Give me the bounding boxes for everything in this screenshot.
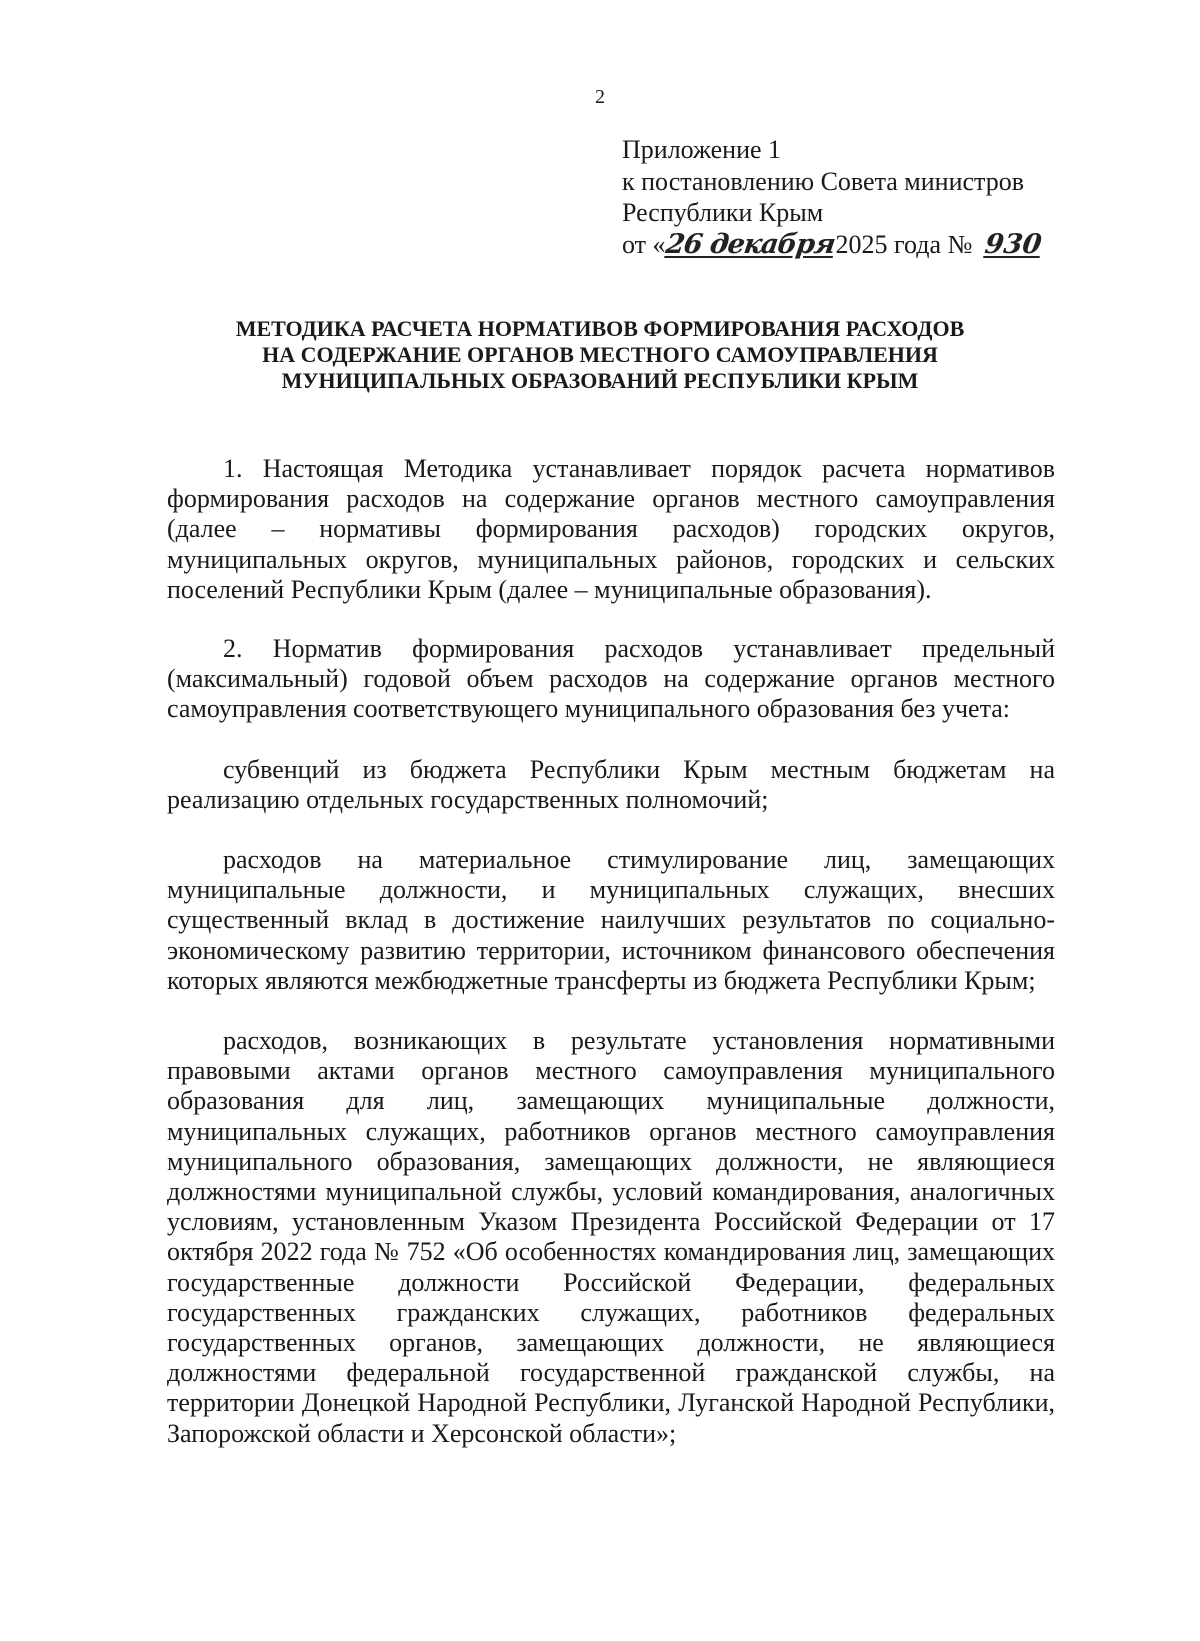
title-line-3: МУНИЦИПАЛЬНЫХ ОБРАЗОВАНИЙ РЕСПУБЛИКИ КРЫМ: [281, 368, 919, 393]
title-line-1: МЕТОДИКА РАСЧЕТА НОРМАТИВОВ ФОРМИРОВАНИЯ РАСХОДОВ: [235, 316, 965, 341]
date-suffix: 2025 года №: [835, 229, 973, 259]
appendix-header: [622, 134, 1182, 260]
paragraph-travel-conditions: расходов, возникающих в результате установления нормативными правовыми актами органов местного самоуправления муниципального образования для лиц, замещающих муниципальные должности, муниципальных служащих, работников органов местного самоуправления муниципального образования, замещающих должности, не являющиеся должностями муниципальной службы, условий командирования, аналогичных условиям, установленным Указом Президента Российской Федерации от 17 октября 2022 года № 752 «Об особенностях командирования лиц, замещающих государственные должности Российской Федерации, федеральных государственных гражданских служащих, работников федеральных государственных органов, замещающих должности, не являющиеся должностями федеральной государственной гражданской службы, на территории Донецкой Народной Республики, Луганской Народной Республики, Запорожской области и Херсонской области»;: [167, 1026, 1055, 1448]
paragraph-subventions: субвенций из бюджета Республики Крым местным бюджетам на реализацию отдельных государственных полномочий;: [167, 754, 1055, 814]
paragraph-incentives: расходов на материальное стимулирование лиц, замещающих муниципальные должности, и муниципальных служащих, внесших существенный вклад в достижение наилучших результатов по социально-экономическому развитию территории, источником финансового обеспечения которых являются межбюджетные трансферты из бюджета Республики Крым;: [167, 845, 1055, 995]
appendix-republic-line: Республики Крым: [622, 198, 824, 227]
title-line-2: НА СОДЕРЖАНИЕ ОРГАНОВ МЕСТНОГО САМОУПРАВЛЕНИЯ: [262, 342, 938, 367]
handwritten-number: 930: [982, 228, 1044, 260]
appendix-date-line: [622, 229, 1182, 261]
document-body: [167, 454, 1055, 1479]
appendix-label: Приложение 1: [622, 135, 782, 164]
document-title: [160, 316, 1040, 394]
paragraph-1: 1. Настоящая Методика устанавливает порядок расчета нормативов формирования расходов на содержание органов местного самоуправления (далее – нормативы формирования расходов) городских округов, муниципальных округов, муниципальных районов, городских и сельских поселений Республики Крым (далее – муниципальные образования).: [167, 454, 1055, 604]
handwritten-date: 26 декабря: [663, 228, 837, 260]
paragraph-2: 2. Норматив формирования расходов устанавливает предельный (максимальный) годовой объем расходов на содержание органов местного самоуправления соответствующего муниципального образования без учета:: [167, 634, 1055, 724]
page-number: 2: [595, 86, 605, 108]
date-prefix: от «: [622, 229, 666, 259]
appendix-resolution-line: к постановлению Совета министров: [622, 166, 1024, 196]
